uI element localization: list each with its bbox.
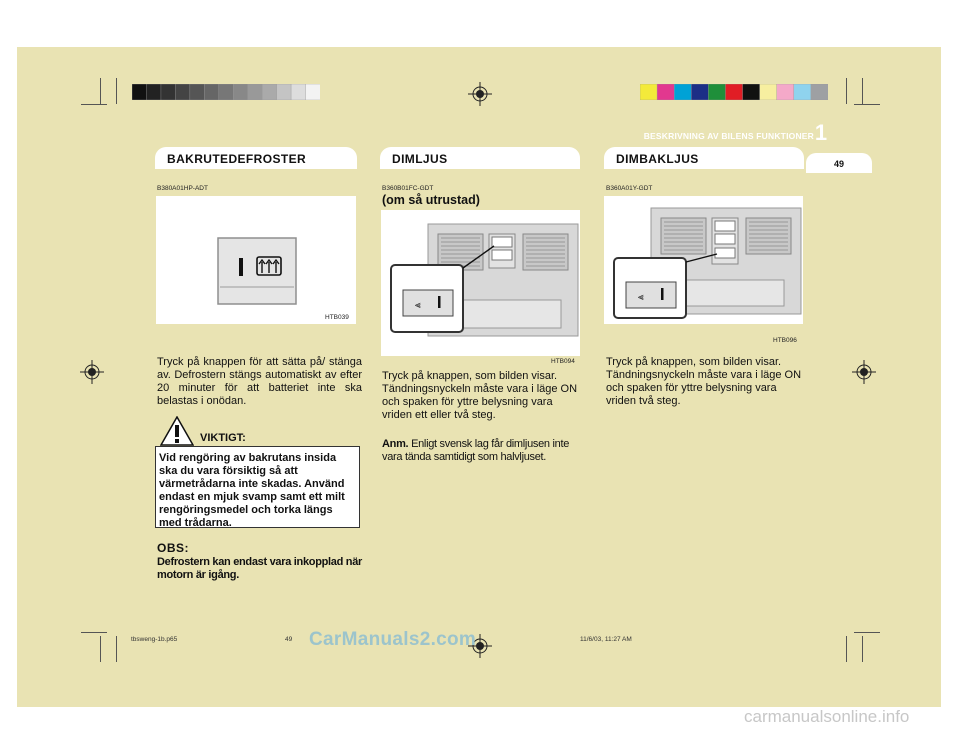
subtitle: (om så utrustad): [382, 193, 480, 207]
color-swatch: [674, 84, 691, 100]
note-label: Anm.: [382, 438, 409, 450]
obs-text: Defrostern kan endast vara inkopplad när motorn är igång.: [157, 556, 363, 581]
obs-title: OBS:: [157, 541, 189, 555]
section-code: B380A01HP-ADT: [157, 185, 208, 192]
brand-logo[interactable]: CarManuals2.com: [309, 629, 477, 650]
note-text: [382, 438, 580, 464]
warning-icon: [160, 416, 194, 446]
color-swatch: [306, 84, 320, 100]
crop-mark: [846, 636, 847, 662]
color-swatch: [248, 84, 263, 100]
color-swatch: [190, 84, 205, 100]
color-swatch: [175, 84, 190, 100]
console-drawing: [604, 196, 803, 324]
tab-dimbakljus: DIMBAKLJUS: [604, 147, 804, 169]
tab-bakrutedefroster: BAKRUTEDEFROSTER: [155, 147, 357, 169]
color-swatch: [132, 84, 147, 100]
description-text: Tryck på knappen för att sätta på/ stänga av. Defrostern stängs automatiskt av efter 20 minuter för att batteriet inte ska belastas i onödan.: [157, 356, 362, 407]
defroster-illustration: [156, 196, 356, 324]
color-swatch: [233, 84, 248, 100]
console-drawing: [381, 210, 580, 356]
crop-mark: [862, 78, 863, 104]
section-title: BESKRIVNING AV BILENS FUNKTIONER: [643, 131, 814, 141]
crop-mark: [116, 78, 117, 104]
footer-page: 49: [285, 636, 293, 643]
svg-text:⫷: ⫷: [638, 292, 644, 303]
color-swatch: [262, 84, 277, 100]
color-swatch: [204, 84, 219, 100]
section-code: B360B01FC-GDT: [382, 185, 434, 192]
tab-dimljus: DIMLJUS: [380, 147, 580, 169]
registration-target-icon: [852, 360, 876, 384]
section-number: 1: [814, 120, 828, 145]
crop-mark: [81, 632, 107, 633]
color-swatch: [760, 84, 777, 100]
warning-title: VIKTIGT:: [200, 432, 246, 444]
color-swatch: [657, 84, 674, 100]
registration-target-icon: [468, 82, 492, 106]
image-code: HTB096: [773, 337, 797, 344]
color-swatch: [794, 84, 811, 100]
color-swatch: [277, 84, 292, 100]
color-swatch: [708, 84, 725, 100]
warning-text: Vid rengöring av bakrutans insida ska du vara försiktig så att värmetrådarna inte skadas. Använd endast en mjuk svamp samt ett milt rengöringsmedel och torka längs med trådarna.: [159, 452, 345, 529]
color-swatch: [777, 84, 794, 100]
color-swatch: [743, 84, 760, 100]
crop-mark: [854, 104, 880, 105]
color-bar: [640, 84, 828, 100]
crop-mark: [100, 78, 101, 104]
footer-timestamp: 11/6/03, 11:27 AM: [580, 636, 632, 643]
color-swatch: [640, 84, 657, 100]
watermark: carmanualsonline.info: [744, 707, 910, 726]
crop-mark: [862, 636, 863, 662]
color-swatch: [161, 84, 176, 100]
svg-text:⫷: ⫷: [415, 300, 421, 311]
image-code: HTB039: [325, 314, 349, 321]
crop-mark: [100, 636, 101, 662]
color-swatch: [219, 84, 234, 100]
color-swatch: [146, 84, 161, 100]
footer-file: tbsweng-1b.p65: [131, 636, 178, 643]
note-body: Enligt svensk lag får dimljusen inte vara tända samtidigt som halvljuset.: [382, 438, 570, 463]
color-swatch: [725, 84, 742, 100]
description-text: Tryck på knappen, som bilden visar. Tändningsnyckeln måste vara i läge ON och spaken för yttre belysning vara vriden ett eller två steg.: [382, 370, 578, 421]
crop-mark: [81, 104, 107, 105]
rear-fog-illustration: [604, 196, 803, 324]
crop-mark: [846, 78, 847, 104]
warning-box: [155, 446, 360, 528]
image-code: HTB094: [551, 358, 575, 365]
color-swatch: [691, 84, 708, 100]
section-code: B360A01Y-GDT: [606, 185, 653, 192]
fog-light-illustration: [381, 210, 580, 356]
description-text: Tryck på knappen, som bilden visar. Tändningsnyckeln måste vara i läge ON och spaken för yttre belysning vara vriden två steg.: [606, 356, 802, 407]
defroster-button-icon: [156, 196, 356, 324]
color-swatch: [811, 84, 828, 100]
page-number: 49: [806, 153, 872, 173]
crop-mark: [854, 632, 880, 633]
registration-target-icon: [80, 360, 104, 384]
grayscale-bar: [132, 84, 320, 100]
crop-mark: [116, 636, 117, 662]
color-swatch: [291, 84, 306, 100]
